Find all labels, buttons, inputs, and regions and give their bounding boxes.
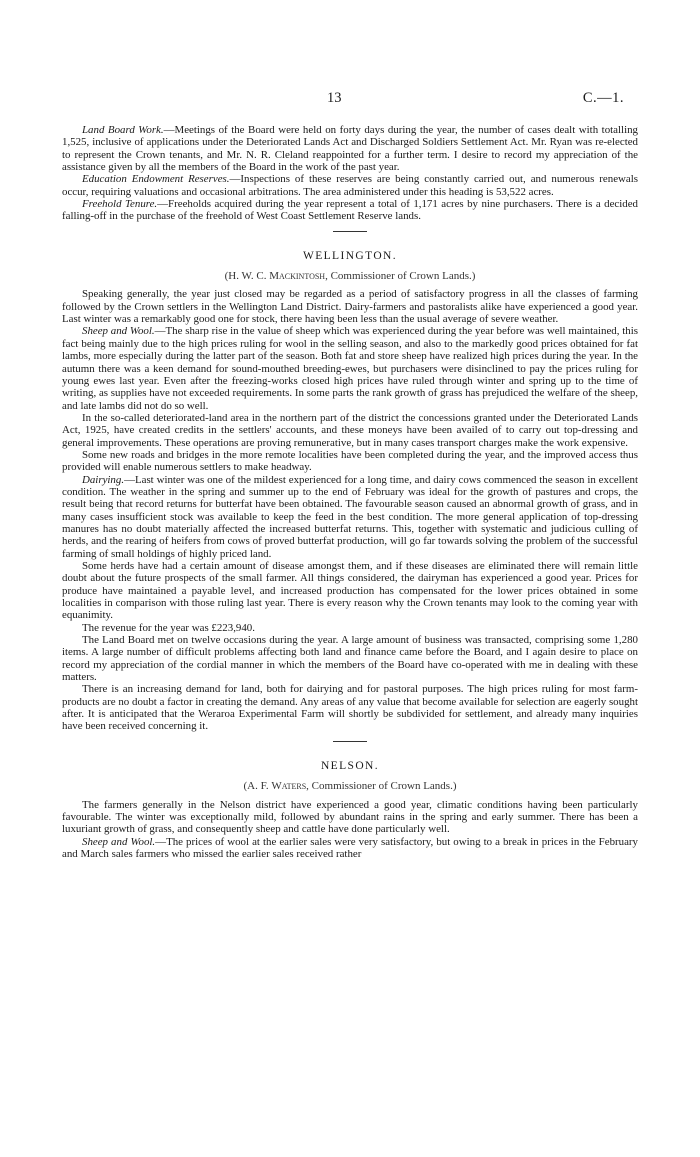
paragraph-lead: Land Board Work. xyxy=(82,124,164,136)
commissioner-prefix: (H. W. C. xyxy=(224,270,270,283)
commissioner-line-nelson xyxy=(62,780,638,792)
paragraph xyxy=(62,449,638,474)
commissioner-prefix: (A. F. xyxy=(243,780,272,793)
paragraph-lead: Dairying. xyxy=(82,473,125,486)
paragraph-text: —Inspections of these reserves are being constantly carried out, and numerous renewals occur, requiring valuations and occasional arbitrations. The area administered under this heading is 53,522 acres. xyxy=(62,173,638,198)
paragraph xyxy=(62,412,638,449)
paragraph-freehold-tenure xyxy=(62,198,638,223)
paragraph-text: The Land Board met on twelve occasions during the year. A large amount of business was transacted, comprising some 1,280 items. A large number of difficult problems affecting both land and finance came before the Board, and I again desire to place on record my appreciation of the cordial manner in which the members of the Board have co-operated with me in dealing with these matters. xyxy=(62,634,638,684)
paragraph-dairying xyxy=(62,474,638,560)
paragraph-lead: Sheep and Wool. xyxy=(82,835,156,848)
paragraph-land-board-work xyxy=(62,124,638,173)
paragraph xyxy=(62,683,638,732)
section-title-wellington: WELLINGTON. xyxy=(302,249,398,262)
paragraph xyxy=(62,288,638,325)
paragraph xyxy=(62,799,638,836)
paragraph-text: The revenue for the year was £223,940. xyxy=(82,621,255,634)
paragraph-text: —Last winter was one of the mildest experienced for a long time, and dairy cows commenced the season in excellent condition. The weather in the spring and summer up to the end of February was ideal for the growth of pastures and crops, the result being that record returns for butterfat have been obtained. The favourable season caused an abnormal growth of grass, and in many cases insufficient stock was available to keep the feed in the best condition. The more general application of top-dressing manures has no doubt materially affected the increased butterfat returns. This, together with systematic and judicious culling of herds, and the rearing of heifers from cows of proved butterfat production, will go far towards solving the problem of the successful farming of small holdings of highly priced land. xyxy=(62,473,638,560)
paragraph-text: The farmers generally in the Nelson district have experienced a good year, climatic conditions having been particularly favourable. The winter was exceptionally mild, followed by abundant rains in the spring and early summer. There has been a luxuriant growth of grass, and consequently sheep and cattle have done particularly well. xyxy=(62,798,638,836)
commissioner-name: Mackintosh xyxy=(269,270,326,283)
paragraph-text: —Meetings of the Board were held on forty days during the year, the number of cases dealt with totalling 1,525, inclusive of applications under the Deteriorated Lands Act and Discharged Soldiers Settlement Act. Mr. Ryan was re-elected to represent the Crown tenants, and Mr. N. R. Cleland reappointed for a further term. I desire to record my appreciation of the assistance given by all the members of the Board in the work of the past year. xyxy=(62,124,638,174)
paragraph xyxy=(62,560,638,622)
commissioner-name: Waters xyxy=(271,780,307,793)
paragraph-lead: Education Endowment Reserves. xyxy=(82,173,230,186)
paragraph-text: —The sharp rise in the value of sheep which was experienced during the year before was well maintained, this fact being mainly due to the high prices ruling for wool in the selling season, and also to the markedly good prices obtained for fat lambs, more especially during the latter part of the season. Both fat and store sheep have realized high prices during the year. In the autumn there was a keen demand for sound-mouthed breeding-ewes, but purchasers were disinclined to pay the prices ruling for young ewes last year. Even after the freezing-works closed high prices have ruled through winter and spring up to the time of writing, as supplies have not exceeded requirements. In some parts the rank growth of grass has prejudiced the welfare of the sheep, and late lambs did not do so well. xyxy=(62,325,638,412)
section-divider xyxy=(333,741,367,742)
paragraph-sheep-and-wool xyxy=(62,325,638,411)
page-number: 13 xyxy=(327,90,342,106)
commissioner-suffix: , Commissioner of Crown Lands.) xyxy=(306,780,457,793)
paragraph-text: —Freeholds acquired during the year represent a total of 1,171 acres by nine purchasers. There is a decided falling-off in the purchase of the freehold of West Coast Settlement Reserve lands. xyxy=(62,198,638,223)
page-body xyxy=(62,124,638,860)
paragraph-text: In the so-called deteriorated-land area in the northern part of the district the concessions granted under the Deteriorated Lands Act, 1925, have created credits in the settlers' accounts, and these moneys have been availed of to carry out top-dressing and general improvements. These operations are proving remunerative, but in many cases transport charges make the work expensive. xyxy=(62,411,638,449)
commissioner-line-wellington xyxy=(62,270,638,282)
paragraph-text: Some new roads and bridges in the more remote localities have been completed during the year, and the improved access thus provided will enable numerous settlers to make headway. xyxy=(62,448,638,474)
page-header xyxy=(0,90,700,110)
commissioner-suffix: , Commissioner of Crown Lands.) xyxy=(325,270,476,283)
section-title-nelson: NELSON. xyxy=(320,759,380,772)
paragraph-text: —The prices of wool at the earlier sales were very satisfactory, but owing to a break in prices in the February and March sales farmers who missed the earlier sales received rather xyxy=(62,835,638,860)
paragraph-text: There is an increasing demand for land, both for dairying and for pastoral purposes. The high prices ruling for most farm-products are no doubt a factor in creating the demand. Any areas of any value that become available for selection are eagerly sought after. It is anticipated that the Weraroa Experimental Farm will shortly be subdivided for settlement, and already many inquiries have been received concerning it. xyxy=(62,683,638,733)
paragraph-education-endowment xyxy=(62,173,638,198)
paragraph-lead: Sheep and Wool. xyxy=(82,325,155,338)
document-reference: C.—1. xyxy=(582,90,624,106)
paragraph-text: Speaking generally, the year just closed may be regarded as a period of satisfactory progress in all the classes of farming followed by the Crown settlers in the Wellington Land District. Dairy-farmers and pastoralists alike have experienced a good year. Last winter was a remarkably good one for stock, there having been less than the usual average of severe weather. xyxy=(62,288,638,326)
paragraph-text: Some herds have had a certain amount of disease amongst them, and if these diseases are eliminated there will remain little doubt about the future prospects of the small farmer. All things considered, the dairyman has experienced a good year. Prices for produce have maintained a payable level, and increased production has compensated for the lower prices obtained in some localities in comparison with those ruling last year. There is every reason why the Crown tenants may look to the coming year with equanimity. xyxy=(62,560,638,622)
paragraph-revenue xyxy=(62,622,638,634)
paragraph xyxy=(62,634,638,683)
section-divider xyxy=(333,231,367,232)
paragraph-sheep-and-wool xyxy=(62,836,638,861)
paragraph-lead: Freehold Tenure. xyxy=(82,198,158,211)
